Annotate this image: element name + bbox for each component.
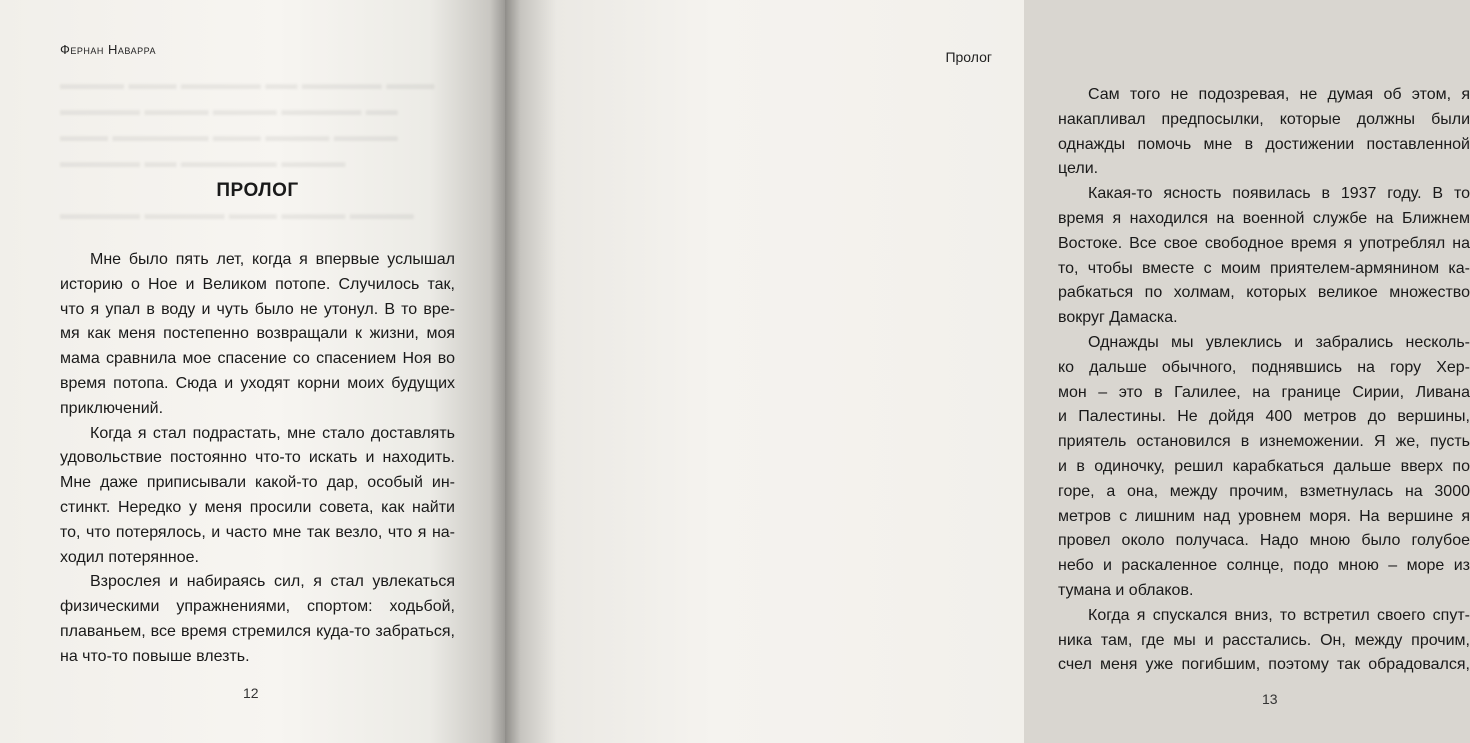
text-line: тумана и облаков. bbox=[1058, 581, 1194, 599]
text-line: то, что потерялось, и часто мне так везло, что я на- bbox=[60, 523, 455, 541]
text-line: что я упал в воду и чуть было не утонул. В то вре- bbox=[60, 300, 455, 318]
text-line: Востоке. Все свое свободное время я употреблял на bbox=[1058, 234, 1470, 252]
text-line: физическими упражнениями, спортом: ходьбой, bbox=[60, 598, 455, 616]
text-line: Когда я спускался вниз, то встретил своего спут- bbox=[1088, 606, 1470, 624]
text-line: Мне было пять лет, когда я впервые услышал bbox=[90, 251, 455, 268]
text-line: плаваньем, все время стремился куда-то забраться, bbox=[60, 622, 455, 640]
text-line: счел меня уже погибшим, поэтому так обрадовался, bbox=[1058, 656, 1470, 674]
text-line: провел около получаса. Надо мною было голубое bbox=[1058, 532, 1470, 550]
text-line: время я находился на военной службе на Ближнем bbox=[1058, 209, 1470, 227]
text-line: ходил потерянное. bbox=[60, 548, 199, 566]
text-line: удовольствие постоянно что-то искать и находить. bbox=[60, 449, 455, 467]
text-line: мя как меня постепенно возвращали к жизни, моя bbox=[60, 325, 455, 343]
text-line: Когда я стал подрастать, мне стало доставлять bbox=[90, 424, 455, 442]
text-line: Какая-то ясность появилась в 1937 году. В то bbox=[1088, 185, 1470, 203]
text-line: время потопа. Сюда и уходят корни моих будущих bbox=[60, 374, 455, 392]
text-line: накапливал предпосылки, которые должны были bbox=[1058, 110, 1470, 128]
running-head-author: Фернан Наварра bbox=[60, 42, 157, 57]
text-line: мон – это в Галилее, на границе Сирии, Ливана bbox=[1058, 383, 1470, 401]
text-line: Сам того не подозревая, не думая об этом, я bbox=[1088, 86, 1470, 103]
text-line: ника там, где мы и расстались. Он, между прочим, bbox=[1058, 631, 1470, 649]
text-line: вокруг Дамаска. bbox=[1058, 309, 1178, 327]
left-page bbox=[0, 0, 505, 743]
text-line: метров с лишним над уровнем моря. На вершине я bbox=[1058, 507, 1470, 525]
text-line: Мне даже приписывали какой-то дар, особый ин- bbox=[60, 474, 455, 492]
text-line: цели. bbox=[1058, 160, 1099, 178]
right-body-text bbox=[1058, 83, 1470, 678]
left-body-text bbox=[60, 248, 455, 670]
text-line: приятель остановился в изнеможении. Я же, пусть bbox=[1058, 433, 1470, 451]
text-line: на что-то повыше влезть. bbox=[60, 647, 250, 665]
text-line: небо и раскаленное солнце, подо мною – море из bbox=[1058, 557, 1470, 575]
text-line: однажды помочь мне в достижении поставленной bbox=[1058, 135, 1470, 153]
page-number-right: 13 bbox=[1262, 691, 1278, 707]
text-line: рабкаться по холмам, которых великое множество bbox=[1058, 284, 1470, 302]
right-page bbox=[505, 0, 1470, 743]
page-number-left: 12 bbox=[243, 685, 259, 701]
text-line: мама сравнила мое спасение со спасением Ноя во bbox=[60, 350, 455, 368]
text-line: историю о Ное и Великом потопе. Случилось так, bbox=[60, 275, 455, 293]
text-line: ко дальше обычного, поднявшись на гору Хер- bbox=[1058, 358, 1470, 376]
text-line: Однажды мы увлеклись и забрались несколь- bbox=[1088, 333, 1470, 351]
show-through-text: ▬▬▬▬ ▬▬▬ ▬▬▬▬▬ ▬▬ ▬▬▬▬▬ ▬▬▬ ▬▬▬▬▬ ▬▬▬▬ ▬▬▬▬ ▬▬▬▬▬ ▬▬ ▬▬▬ ▬▬▬▬▬▬ ▬▬▬ ▬▬▬▬ ▬▬▬▬ ▬▬▬▬▬ ▬▬ ▬▬▬▬▬▬ ▬▬▬▬ ▬▬▬▬▬ ▬▬▬▬▬ ▬▬▬ ▬▬▬▬ ▬▬▬▬ bbox=[60, 76, 435, 223]
running-head-chapter: Пролог bbox=[945, 49, 992, 65]
text-line: и Палестины. Не дойдя 400 метров до вершины, bbox=[1058, 408, 1470, 426]
text-line: то, чтобы вместе с моим приятелем-армянином ка- bbox=[1058, 259, 1470, 277]
text-line: и в одиночку, решил карабкаться дальше вверх по bbox=[1058, 457, 1470, 475]
text-line: Взрослея и набираясь сил, я стал увлекаться bbox=[90, 573, 455, 591]
chapter-title: ПРОЛОГ bbox=[216, 180, 299, 201]
text-line: приключений. bbox=[60, 399, 164, 417]
text-line: горе, а она, между прочим, взметнулась на 3000 bbox=[1058, 482, 1470, 500]
text-line: стинкт. Нередко у меня просили совета, как найти bbox=[60, 498, 455, 516]
